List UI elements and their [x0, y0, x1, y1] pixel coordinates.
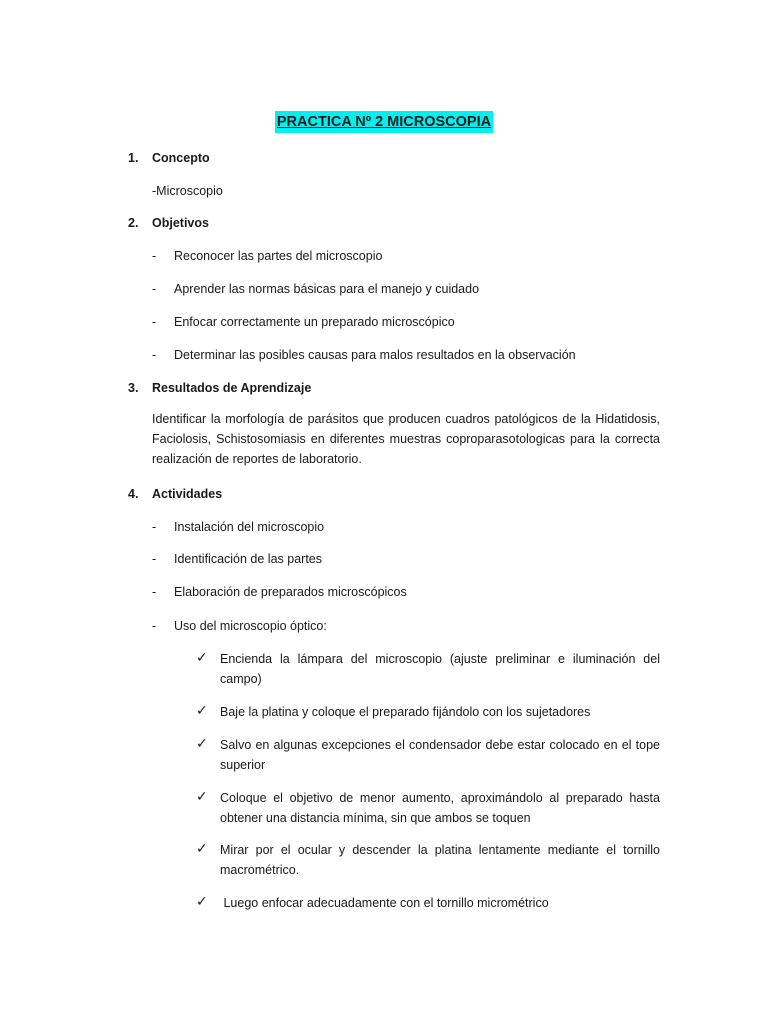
list-bullet: -	[152, 282, 157, 296]
paso-item: Baje la platina y coloque el preparado fijándolo con los sujetadores	[220, 705, 591, 719]
section-heading-actividades: Actividades	[152, 487, 223, 501]
objetivo-item: Determinar las posibles causas para malos resultados en la observación	[174, 348, 576, 362]
paso-item: Mirar por el ocular y descender la platina lentamente mediante el tornillo macrométrico.	[220, 843, 660, 877]
paso-item: Salvo en algunas excepciones el condensador debe estar colocado en el tope superior	[220, 738, 660, 772]
checkmark-icon: ✓	[196, 788, 208, 804]
section-number-4: 4.	[128, 487, 139, 501]
section-heading-resultados: Resultados de Aprendizaje	[152, 381, 312, 395]
actividad-item: Elaboración de preparados microscópicos	[174, 585, 407, 599]
list-bullet: -	[152, 552, 157, 566]
list-bullet: -	[152, 249, 157, 263]
checkmark-icon: ✓	[196, 702, 208, 718]
list-bullet: -	[152, 619, 157, 633]
list-bullet: -	[152, 520, 157, 534]
section-heading-objetivos: Objetivos	[152, 216, 209, 230]
paso-item: Luego enfocar adecuadamente con el tornillo micrométrico	[220, 896, 549, 910]
checkmark-icon: ✓	[196, 735, 208, 751]
objetivo-item: Reconocer las partes del microscopio	[174, 249, 383, 263]
list-bullet: -	[152, 348, 157, 362]
concepto-text: -Microscopio	[152, 184, 223, 198]
paso-item: Encienda la lámpara del microscopio (ajuste preliminar e iluminación del campo)	[220, 652, 660, 686]
list-bullet: -	[152, 315, 157, 329]
objetivo-item: Enfocar correctamente un preparado microscópico	[174, 315, 455, 329]
list-bullet: -	[152, 585, 157, 599]
objetivo-item: Aprender las normas básicas para el manejo y cuidado	[174, 282, 480, 296]
checkmark-icon: ✓	[196, 649, 208, 665]
page-title: PRACTICA Nº 2 MICROSCOPIA	[275, 111, 493, 133]
section-number-1: 1.	[128, 151, 139, 165]
checkmark-icon: ✓	[196, 840, 208, 856]
section-number-2: 2.	[128, 216, 139, 230]
paso-item: Coloque el objetivo de menor aumento, aproximándolo al preparado hasta obtener una distancia mínima, sin que ambos se toquen	[220, 791, 660, 825]
actividad-item: Identificación de las partes	[174, 552, 323, 566]
section-heading-concepto: Concepto	[152, 151, 210, 165]
resultados-paragraph: Identificar la morfología de parásitos que producen cuadros patológicos de la Hidatidosis, Faciolosis, Schistosomiasis en diferentes muestras coproparasotologicas para la correcta realización de reportes de laboratorio.	[152, 412, 660, 466]
actividad-item: Instalación del microscopio	[174, 520, 325, 534]
actividad-item: Uso del microscopio óptico:	[174, 619, 327, 633]
title-container	[0, 111, 768, 133]
section-number-3: 3.	[128, 381, 139, 395]
checkmark-icon: ✓	[196, 893, 208, 909]
